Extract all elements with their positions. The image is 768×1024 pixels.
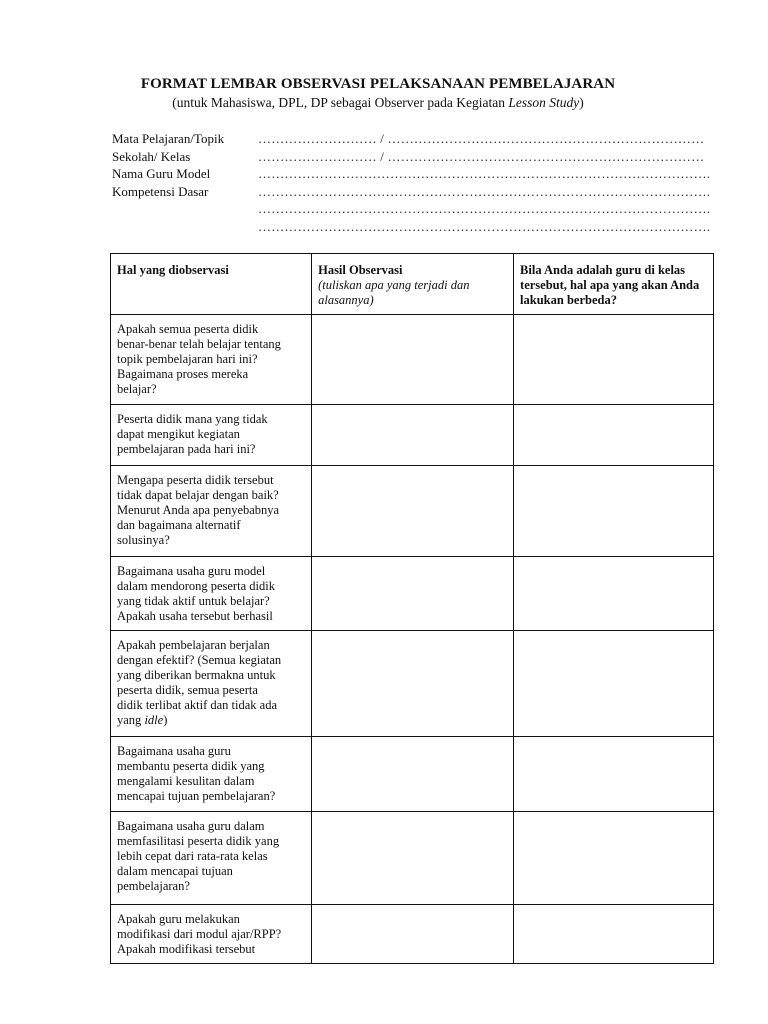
observation-question: Bagaimana usaha guru dalam memfasilitasi peserta didik yang lebih cepat dari rata-rata kelas dalam mencapai tujuan pembelajaran? [111,812,312,905]
table-row [111,315,714,405]
observation-result-cell[interactable] [312,737,514,812]
info-label: Sekolah/ Kelas [112,148,191,164]
observation-question-text: Apakah pembelajaran berjalan dengan efektif? (Semua kegiatan yang diberikan bermakna untuk peserta didik, semua peserta didik terlibat aktif dan tidak ada yang [117,638,282,727]
header-bila-anda-guru: Bila Anda adalah guru di kelas tersebut, hal apa yang akan Anda lakukan berbeda? [514,254,714,315]
info-row-nama-guru [112,165,710,183]
observation-result-cell[interactable] [312,557,514,631]
info-dots-field: ……………………… / ……………………………………………………………… [258,131,705,146]
header-hasil-observasi-label: Hasil Observasi [318,263,403,277]
observation-result-cell[interactable] [312,466,514,557]
info-fields [112,130,710,235]
info-label: Kompetensi Dasar [112,183,209,199]
table-row [111,466,714,557]
alternative-action-cell[interactable] [514,315,714,405]
observation-result-cell[interactable] [312,315,514,405]
observation-question-italic: idle [144,713,164,727]
subtitle-text: (untuk Mahasiswa, DPL, DP sebagai Observer pada Kegiatan [172,95,509,110]
alternative-action-cell[interactable] [514,905,714,964]
observation-question: Apakah semua peserta didik benar-benar telah belajar tentang topik pembelajaran hari ini? Bagaimana proses mereka belajar? [111,315,312,405]
header-hal-yang-diobservasi: Hal yang diobservasi [111,254,312,315]
info-dots-field: ……………………… / ……………………………………………………………… [258,148,705,164]
observation-question [111,631,312,737]
table-header-row [111,254,714,315]
table-row [111,737,714,812]
info-label: Nama Guru Model [112,166,211,181]
table-row [111,631,714,737]
document-title: FORMAT LEMBAR OBSERVASI PELAKSANAAN PEMBELAJARAN [140,76,616,92]
subtitle-italic-text: Lesson Study [508,95,580,110]
observation-question: Peserta didik mana yang tidak dapat mengikut kegiatan pembelajaran pada hari ini? [111,405,312,466]
info-label [112,218,258,236]
observation-question: Bagaimana usaha guru membantu peserta didik yang mengalami kesulitan dalam mencapai tujuan pembelajaran? [111,737,312,812]
info-dots-field: …………………………………………………………………………………………. [258,218,711,234]
info-row-mata-pelajaran [112,130,710,148]
observation-result-cell[interactable] [312,631,514,737]
header-hasil-observasi [312,254,514,315]
observation-question: Bagaimana usaha guru model dalam mendorong peserta didik yang tidak aktif untuk belajar? Apakah usaha tersebut berhasil [111,557,312,631]
alternative-action-cell[interactable] [514,466,714,557]
table-row [111,905,714,964]
observation-result-cell[interactable] [312,905,514,964]
info-dots-field: …………………………………………………………………………………………. [258,166,711,181]
table-row [111,405,714,466]
info-row-kompetensi-dasar [112,183,710,201]
observation-question: Apakah guru melakukan modifikasi dari modul ajar/RPP? Apakah modifikasi tersebut [111,905,312,964]
observation-table [110,253,714,964]
alternative-action-cell[interactable] [514,737,714,812]
info-dots-field: …………………………………………………………………………………………. [258,183,711,199]
table-row [111,812,714,905]
observation-question-end: ) [163,713,168,727]
document-subtitle [0,95,768,111]
observation-result-cell[interactable] [312,405,514,466]
info-row-continuation-1 [112,200,710,218]
observation-result-cell[interactable] [312,812,514,905]
alternative-action-cell[interactable] [514,405,714,466]
info-label: Mata Pelajaran/Topik [112,131,225,146]
info-label [112,200,258,218]
info-dots-field: …………………………………………………………………………………………. [258,201,711,216]
alternative-action-cell[interactable] [514,631,714,737]
info-row-continuation-2 [112,218,710,236]
alternative-action-cell[interactable] [514,557,714,631]
observation-question: Mengapa peserta didik tersebut tidak dapat belajar dengan baik? Menurut Anda apa penyebabnya dan bagaimana alternatif solusinya? [111,466,312,557]
header-hasil-observasi-note: (tuliskan apa yang terjadi dan alasannya) [318,278,470,307]
table-row [111,557,714,631]
info-row-sekolah-kelas [112,148,710,166]
alternative-action-cell[interactable] [514,812,714,905]
subtitle-end-text: ) [579,95,584,110]
